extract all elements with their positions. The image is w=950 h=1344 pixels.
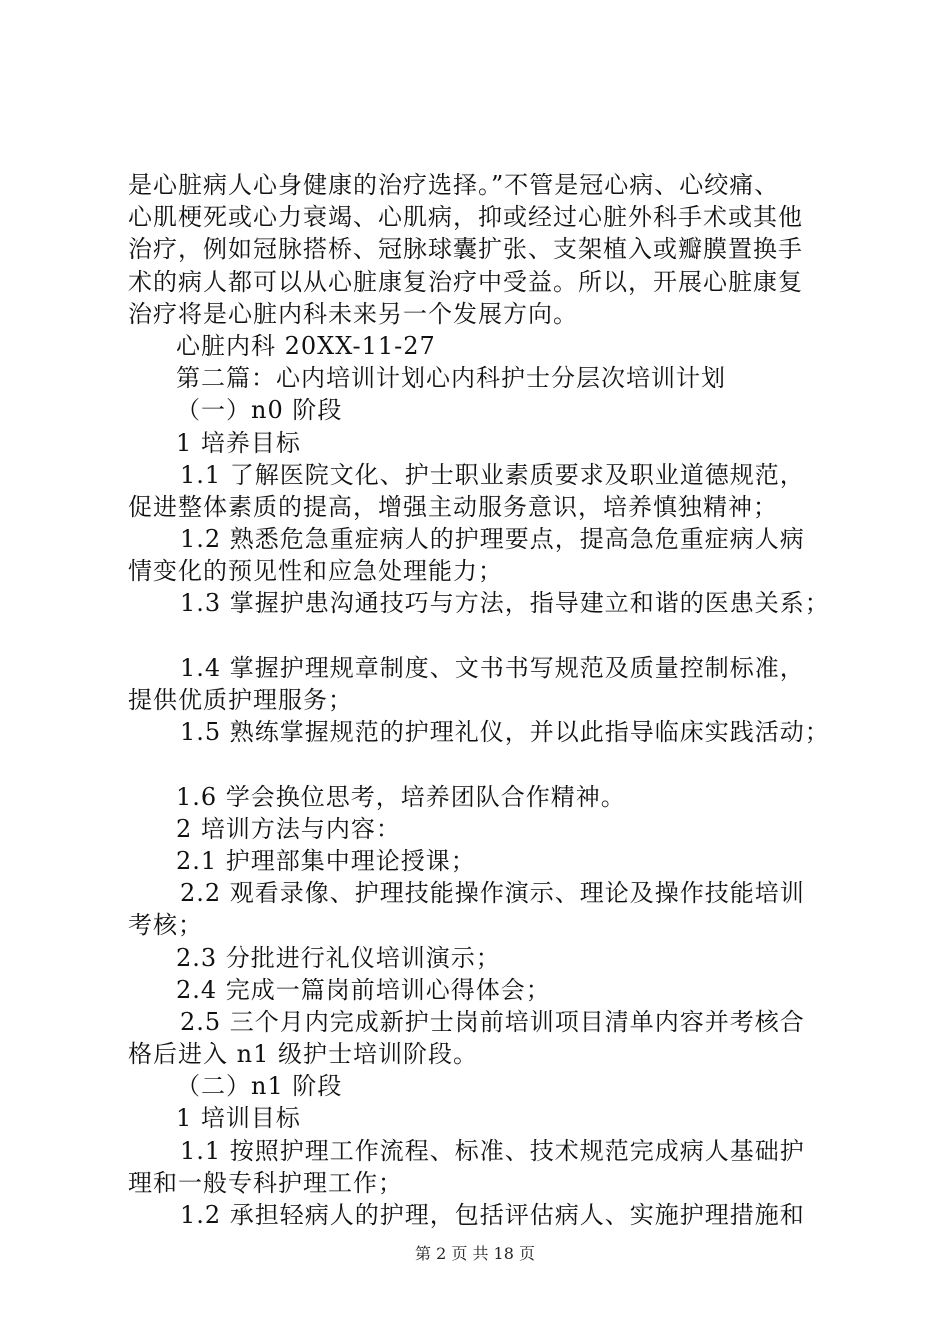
list-item: 1.2 熟悉危急重症病人的护理要点，提高急危重症病人病 <box>180 525 805 554</box>
text-line: 治疗将是心脏内科未来另一个发展方向。 <box>128 299 578 328</box>
text-line: 是心脏病人心身健康的治疗选择。”不管是冠心病、心绞痛、 <box>128 171 780 199</box>
text-line: 心肌梗死或心力衰竭、心肌病，抑或经过心脏外科手术或其他 <box>128 203 803 232</box>
department-date-line: 心脏内科 20XX-11-27 <box>176 331 436 360</box>
list-item: 1.5 熟练掌握规范的护理礼仪，并以此指导临床实践活动； <box>180 718 830 747</box>
list-item: 1.1 了解医院文化、护士职业素质要求及职业道德规范， <box>180 460 805 489</box>
text-line: 促进整体素质的提高，增强主动服务意识，培养慎独精神； <box>128 492 778 521</box>
stage-heading: （一）n0 阶段 <box>176 396 343 425</box>
text-line: 治疗，例如冠脉搭桥、冠脉球囊扩张、支架植入或瓣膜置换手 <box>128 235 803 264</box>
stage-heading: （二）n1 阶段 <box>176 1072 343 1101</box>
text-line: 格后进入 n1 级护士培训阶段。 <box>128 1040 478 1069</box>
list-item: 1.1 按照护理工作流程、标准、技术规范完成病人基础护 <box>180 1136 805 1165</box>
list-item: 2.2 观看录像、护理技能操作演示、理论及操作技能培训 <box>180 879 805 908</box>
text-line: 理和一般专科护理工作； <box>128 1168 403 1197</box>
blank-line <box>128 748 838 780</box>
list-item: 2.3 分批进行礼仪培训演示； <box>176 943 501 972</box>
text-line: 术的病人都可以从心脏康复治疗中受益。所以，开展心脏康复 <box>128 267 803 296</box>
section-heading: 第二篇：心内培训计划心内科护士分层次培训计划 <box>176 364 726 393</box>
list-item: 2.5 三个月内完成新护士岗前培训项目清单内容并考核合 <box>180 1007 805 1036</box>
list-item: 1.4 掌握护理规章制度、文书书写规范及质量控制标准， <box>180 653 805 682</box>
text-line: 考核； <box>128 911 203 940</box>
subheading: 1 培训目标 <box>176 1104 301 1133</box>
text-line: 提供优质护理服务； <box>128 686 353 714</box>
subheading: 1 培养目标 <box>176 428 301 457</box>
list-item: 1.6 学会换位思考，培养团队合作精神。 <box>176 782 626 811</box>
document-body <box>128 169 838 1231</box>
list-item: 2.4 完成一篇岗前培训心得体会； <box>176 975 551 1004</box>
subheading: 2 培训方法与内容： <box>176 814 401 843</box>
page-footer <box>0 1244 950 1264</box>
list-item: 1.2 承担轻病人的护理，包括评估病人、实施护理措施和 <box>180 1201 805 1229</box>
list-item: 1.3 掌握护患沟通技巧与方法，指导建立和谐的医患关系； <box>180 589 830 618</box>
page-number-label: 第 2 页 共 18 页 <box>415 1244 535 1263</box>
list-item: 2.1 护理部集中理论授课； <box>176 846 476 875</box>
blank-line <box>128 620 838 652</box>
text-line: 情变化的预见性和应急处理能力； <box>128 557 503 586</box>
